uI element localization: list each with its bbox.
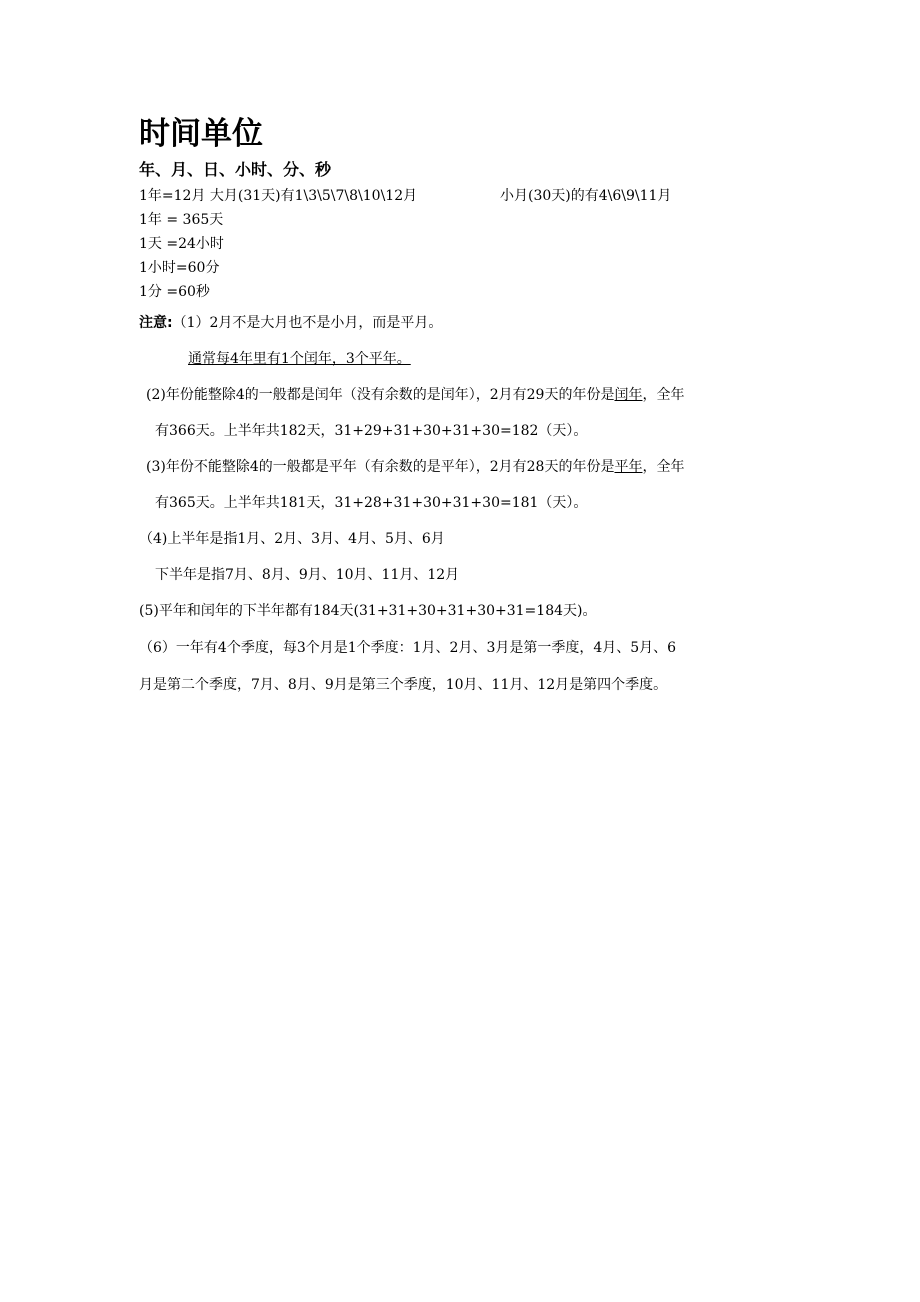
small-months-text: 小月(30天)的有4\6\9\11月 — [500, 188, 672, 204]
text-line-minute-seconds: 1分 =60秒 — [139, 284, 210, 300]
p3-text-end: ，全年 — [642, 459, 685, 475]
paragraph-5: (5)平年和闰年的下半年都有184天(31+31+30+31+30+31=184天)。 — [139, 603, 597, 619]
common-year-underlined: 平年 — [614, 459, 643, 475]
section-subtitle: 年、月、日、小时、分、秒 — [139, 160, 332, 179]
p2-text: (2)年份能整除4的一般都是闰年（没有余数的是闰年），2月有29天的年份是 — [146, 387, 615, 403]
text-line-year-days: 1年 = 365天 — [139, 212, 224, 228]
note-1-text: （1）2月不是大月也不是小月，而是平月。 — [172, 315, 443, 331]
paragraph-4-line-2: 下半年是指7月、8月、9月、10月、11月、12月 — [155, 567, 460, 583]
paragraph-3-line-2: 有365天。上半年共181天，31+28+31+30+31+30=181（天）。 — [155, 495, 588, 511]
paragraph-3-line-1 — [146, 459, 684, 475]
text-line-hour-minutes: 1小时=60分 — [139, 260, 220, 276]
paragraph-6-line-1: （6）一年有4个季度，每3个月是1个季度：1月、2月、3月是第一季度，4月、5月、6 — [139, 640, 677, 656]
big-months-text: 1年=12月 大月(31天)有1\3\5\7\8\10\12月 — [139, 188, 418, 204]
leap-year-underlined: 闰年 — [614, 387, 643, 403]
paragraph-6-line-2: 月是第二个季度，7月、8月、9月是第三个季度，10月、11月、12月是第四个季度。 — [139, 677, 668, 693]
note-1b-text: 通常每4年里有1个闰年，3个平年。 — [188, 351, 411, 367]
paragraph-2-line-2: 有366天。上半年共182天，31+29+31+30+31+30=182（天）。 — [155, 423, 588, 439]
note-label: 注意: — [139, 315, 173, 331]
paragraph-4-line-1: （4)上半年是指1月、2月、3月、4月、5月、6月 — [139, 531, 445, 547]
note-line-1 — [139, 315, 442, 331]
paragraph-2-line-1 — [146, 387, 684, 403]
text-line-months — [139, 188, 417, 204]
text-line-day-hours: 1天 =24小时 — [139, 236, 224, 252]
page-title: 时间单位 — [139, 116, 263, 152]
p2-text-end: ，全年 — [642, 387, 685, 403]
p3-text: (3)年份不能整除4的一般都是平年（有余数的是平年），2月有28天的年份是 — [146, 459, 615, 475]
